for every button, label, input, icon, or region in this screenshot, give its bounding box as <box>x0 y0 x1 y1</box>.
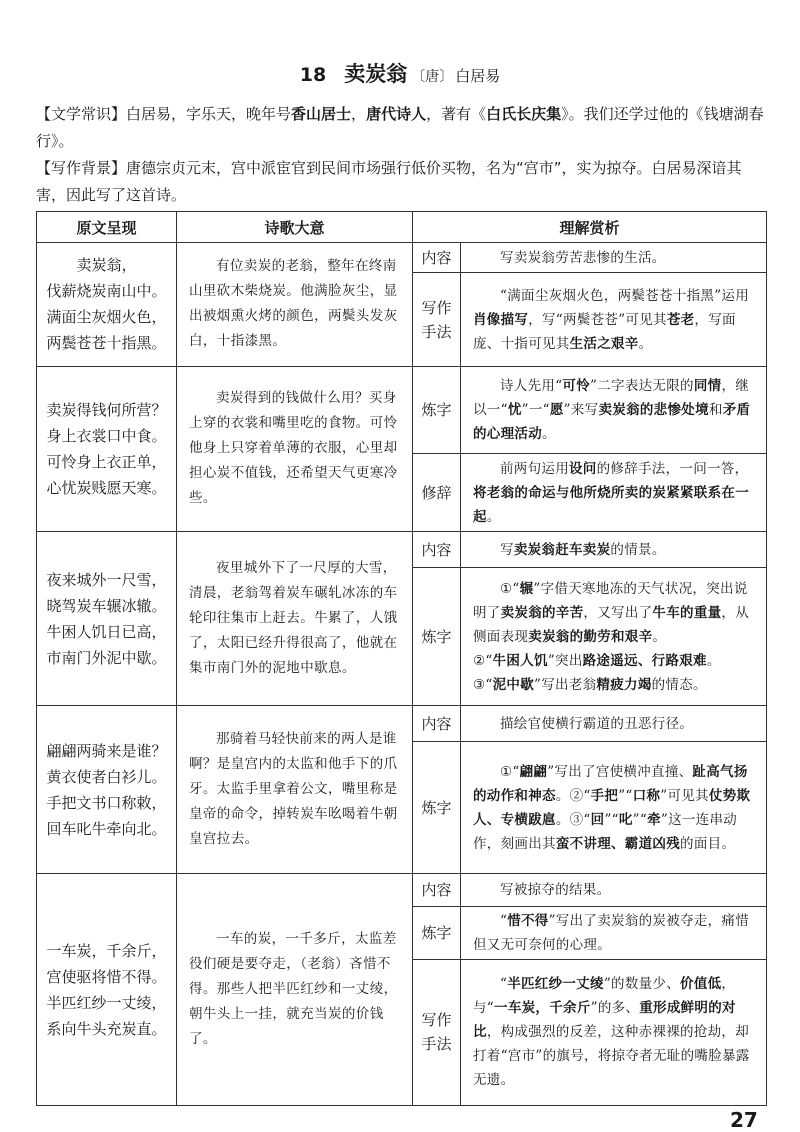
analysis-highlight: 牵 <box>647 811 661 828</box>
analysis-highlight: 叱 <box>618 811 633 828</box>
analysis-highlight: 价值低 <box>680 976 722 993</box>
analysis-label: 内容 <box>413 531 461 567</box>
lesson-title <box>0 58 800 88</box>
analysis-label: 炼字 <box>413 568 461 706</box>
analysis-segment: ”这一连串动作，刻画出其 <box>473 811 738 852</box>
analysis-segment: ③“ <box>473 676 493 693</box>
analysis-segment: ”写出老翁 <box>534 676 597 693</box>
analysis-segment: “ <box>500 912 508 929</box>
analysis-highlight: 仗势欺人、专横跋扈 <box>473 787 751 828</box>
table-row <box>37 706 767 742</box>
analysis-text <box>461 454 767 532</box>
analysis-segment: ”“ <box>632 811 648 828</box>
analysis-text: 写卖炭翁劳苦悲惨的生活。 <box>461 243 767 273</box>
analysis-segment: ”写出了宫使横冲直撞、 <box>547 763 693 780</box>
analysis-segment: ，写“两鬓苍苍”可见其 <box>528 311 667 328</box>
analysis-segment: “ <box>500 976 508 993</box>
literary-highlight: 香山居士 <box>291 105 352 123</box>
literary-knowledge <box>36 101 770 155</box>
analysis-highlight: 半匹红纱一丈绫 <box>507 976 604 993</box>
original-text: 卖炭翁， 伐薪烧炭南山中。 满面尘灰烟火色， 两鬓苍苍十指黑。 <box>37 243 177 367</box>
analysis-text <box>461 568 767 706</box>
analysis-text <box>461 959 767 1105</box>
literary-text: 白居易，字乐天，晚年号 <box>126 105 292 123</box>
analysis-text <box>461 742 767 874</box>
poem-meaning: 一车的炭，一千多斤，太监差役们硬是要夺走，（老翁）吝惜不得。那些人把半匹红纱和一丈绫，朝牛头上一挂，就充当炭的价钱了。 <box>177 874 413 1106</box>
header-analysis: 理解赏析 <box>413 212 767 243</box>
analysis-segment: 。 <box>638 335 653 352</box>
analysis-segment: ，从侧面表现 <box>473 604 750 645</box>
analysis-highlight: 手把 <box>590 787 619 804</box>
literary-highlight: 唐代诗人 <box>366 105 427 123</box>
original-text: 卖炭得钱何所营？ 身上衣裳口中食。 可怜身上衣正单， 心忧炭贱愿天寒。 <box>37 366 177 531</box>
lesson-number: 18 <box>299 64 327 86</box>
analysis-highlight: 蛮不讲理、霸道凶残 <box>555 835 681 852</box>
analysis-label: 炼字 <box>413 742 461 874</box>
dynasty-label: 〔唐〕 <box>411 69 454 85</box>
analysis-segment: ，构成强烈的反差，这种赤裸裸的抢劫，却打着“宫市”的旗号，将掠夺者无耻的嘴脸暴露无遗。 <box>473 1024 750 1089</box>
header-meaning: 诗歌大意 <box>177 212 413 243</box>
original-text: 夜来城外一尺雪， 晓驾炭车辗冰辙。 牛困人饥日已高， 市南门外泥中歇。 <box>37 531 177 705</box>
analysis-highlight: 惜不得 <box>507 912 549 929</box>
analysis-segment: ”的数量少、 <box>603 976 681 993</box>
analysis-segment: 和 <box>708 402 723 419</box>
analysis-segment: ②“ <box>473 652 493 669</box>
analysis-highlight: 泥中歇 <box>492 676 535 693</box>
literary-highlight: 白氏长庆集 <box>486 105 562 123</box>
table-row <box>37 874 767 906</box>
page-number: 27 <box>730 1108 758 1132</box>
analysis-text <box>461 366 767 454</box>
background-tag: 【写作背景】 <box>36 159 127 177</box>
analysis-highlight: 卖炭翁的勤劳和艰辛 <box>528 628 653 645</box>
analysis-highlight: 将老翁的命运与他所烧所卖的炭紧紧联系在一起 <box>473 484 749 525</box>
analysis-highlight: 回 <box>590 811 605 828</box>
analysis-highlight: 同情 <box>693 378 722 395</box>
writing-background <box>36 155 770 209</box>
analysis-segment: 。③“ <box>555 811 591 828</box>
table-row <box>37 243 767 273</box>
analysis-segment: ”二字表达无限的 <box>590 378 694 395</box>
analysis-segment: 。 <box>486 508 501 525</box>
analysis-segment: ”“ <box>618 787 633 804</box>
analysis-segment: ，与“ <box>473 976 736 1017</box>
analysis-segment: 。 <box>652 628 667 645</box>
analysis-segment: ”的多、 <box>590 1000 640 1017</box>
analysis-label: 炼字 <box>413 906 461 959</box>
analysis-label: 炼字 <box>413 366 461 454</box>
analysis-highlight: 翩翩 <box>519 763 548 780</box>
poem-meaning: 夜里城外下了一尺厚的大雪，清晨，老翁驾着炭车碾轧冰冻的车轮印往集市上赶去。牛累了，人饿了，太阳已经升得很高了，他就在集市南门外的泥地中歇息。 <box>177 531 413 705</box>
analysis-segment: ①“ <box>500 580 520 597</box>
analysis-label: 修辞 <box>413 454 461 532</box>
background-text: 唐德宗贞元末，宫中派宦官到民间市场强行低价买物，名为“宫市”，实为掠夺。白居易深谙其害，因此写了这首诗。 <box>36 159 742 204</box>
analysis-segment: ”突出 <box>547 652 583 669</box>
analysis-highlight: 牛车的重量 <box>652 604 722 621</box>
analysis-segment: 的面目。 <box>680 835 736 852</box>
analysis-segment: 前两句运用 <box>500 460 569 477</box>
analysis-segment: ”可见其 <box>660 787 709 804</box>
literary-tag: 【文学常识】 <box>36 105 127 123</box>
original-text: 翩翩两骑来是谁？ 黄衣使者白衫儿。 手把文书口称敕， 回车叱牛牵向北。 <box>37 706 177 874</box>
analysis-highlight: 口称 <box>632 787 661 804</box>
analysis-line <box>473 577 754 649</box>
analysis-segment: ”来写 <box>563 402 599 419</box>
analysis-segment: ”字借天寒地冻的天气状况，突出说明了 <box>473 580 748 621</box>
analysis-segment: ①“ <box>500 763 520 780</box>
analysis-label: 内容 <box>413 706 461 742</box>
analysis-segment: ”“ <box>604 811 619 828</box>
analysis-label: 内容 <box>413 874 461 906</box>
analysis-label: 内容 <box>413 243 461 273</box>
literary-text: ， <box>351 105 367 123</box>
analysis-text <box>461 531 767 567</box>
header-original: 原文呈现 <box>37 212 177 243</box>
analysis-highlight: 卖炭翁的悲惨处境 <box>598 402 709 419</box>
analysis-segment: ”一“ <box>521 402 550 419</box>
analysis-highlight: 趾高气扬的动作和神态 <box>473 763 748 804</box>
analysis-segment: ”写出了卖炭翁的炭被夺走，痛惜但又无可奈何的心理。 <box>473 912 750 953</box>
analysis-text <box>461 906 767 959</box>
original-text: 一车炭，千余斤， 宫使驱将惜不得。 半匹红纱一丈绫， 系向牛头充炭直。 <box>37 874 177 1106</box>
analysis-highlight: 卖炭翁的辛苦 <box>500 604 584 621</box>
author-name: 白居易 <box>455 67 501 85</box>
analysis-segment: ，继以一“ <box>473 378 750 419</box>
analysis-highlight: 重形成鲜明的对比 <box>473 1000 736 1041</box>
analysis-highlight: 可怜 <box>562 378 591 395</box>
analysis-highlight: 愿 <box>549 402 564 419</box>
analysis-segment: ，写面庞、十指可见其 <box>473 311 736 352</box>
analysis-segment: 写 <box>500 541 514 558</box>
table-header-row <box>37 212 767 243</box>
analysis-label: 写作 手法 <box>413 959 461 1105</box>
analysis-highlight: 生活之艰辛 <box>569 335 639 352</box>
analysis-text: 写被掠夺的结果。 <box>461 874 767 906</box>
table-row <box>37 366 767 454</box>
literary-text: 》。我们还学过他的《钱塘湖春行》。 <box>36 105 764 150</box>
analysis-segment: 的情态。 <box>651 676 707 693</box>
poem-title: 卖炭翁 <box>344 62 408 86</box>
analysis-segment: 诗人先用“ <box>500 378 563 395</box>
analysis-segment: “满面尘灰烟火色，两鬓苍苍十指黑”运用 <box>500 287 750 304</box>
analysis-text: 描绘官使横行霸道的丑恶行径。 <box>461 706 767 742</box>
literary-text: ，著有《 <box>426 105 487 123</box>
analysis-label: 写作 手法 <box>413 273 461 367</box>
poem-analysis-table <box>36 211 767 1106</box>
analysis-segment: 的修辞手法，一问一答， <box>596 460 749 477</box>
poem-meaning: 那骑着马轻快前来的两人是谁啊？是皇宫内的太监和他手下的爪牙。太监手里拿着公文，嘴里称是皇帝的命令，掉转炭车吆喝着牛朝皇宫拉去。 <box>177 706 413 874</box>
analysis-highlight: 矛盾的心理活动 <box>473 402 751 443</box>
analysis-segment: 的情景。 <box>610 541 666 558</box>
analysis-highlight: 忧 <box>507 402 522 419</box>
analysis-highlight: 辗 <box>519 580 534 597</box>
analysis-highlight: 一车炭，千余斤 <box>494 1000 591 1017</box>
analysis-segment: ，又写出了 <box>583 604 653 621</box>
table-row <box>37 531 767 567</box>
analysis-highlight: 设问 <box>569 460 597 477</box>
analysis-highlight: 路途遥远、行路艰难 <box>582 652 707 669</box>
analysis-line <box>473 649 754 673</box>
poem-meaning: 卖炭得到的钱做什么用？买身上穿的衣裳和嘴里吃的食物。可怜他身上只穿着单薄的衣服，心里却担心炭不值钱，还希望天气更寒冷些。 <box>177 366 413 531</box>
analysis-segment: 。 <box>542 426 556 443</box>
analysis-segment: 。②“ <box>555 787 591 804</box>
analysis-highlight: 牛困人饥 <box>492 652 548 669</box>
analysis-line <box>473 673 754 697</box>
analysis-highlight: 苍老 <box>666 311 695 328</box>
analysis-highlight: 肖像描写 <box>473 311 529 328</box>
analysis-highlight: 精疲力竭 <box>596 676 652 693</box>
analysis-highlight: 卖炭翁赶车卖炭 <box>513 541 611 558</box>
analysis-segment: 。 <box>706 652 721 669</box>
analysis-text <box>461 273 767 367</box>
poem-meaning: 有位卖炭的老翁，整年在终南山里砍木柴烧炭。他满脸灰尘，显出被烟熏火烤的颜色，两鬓头发灰白，十指漆黑。 <box>177 243 413 367</box>
